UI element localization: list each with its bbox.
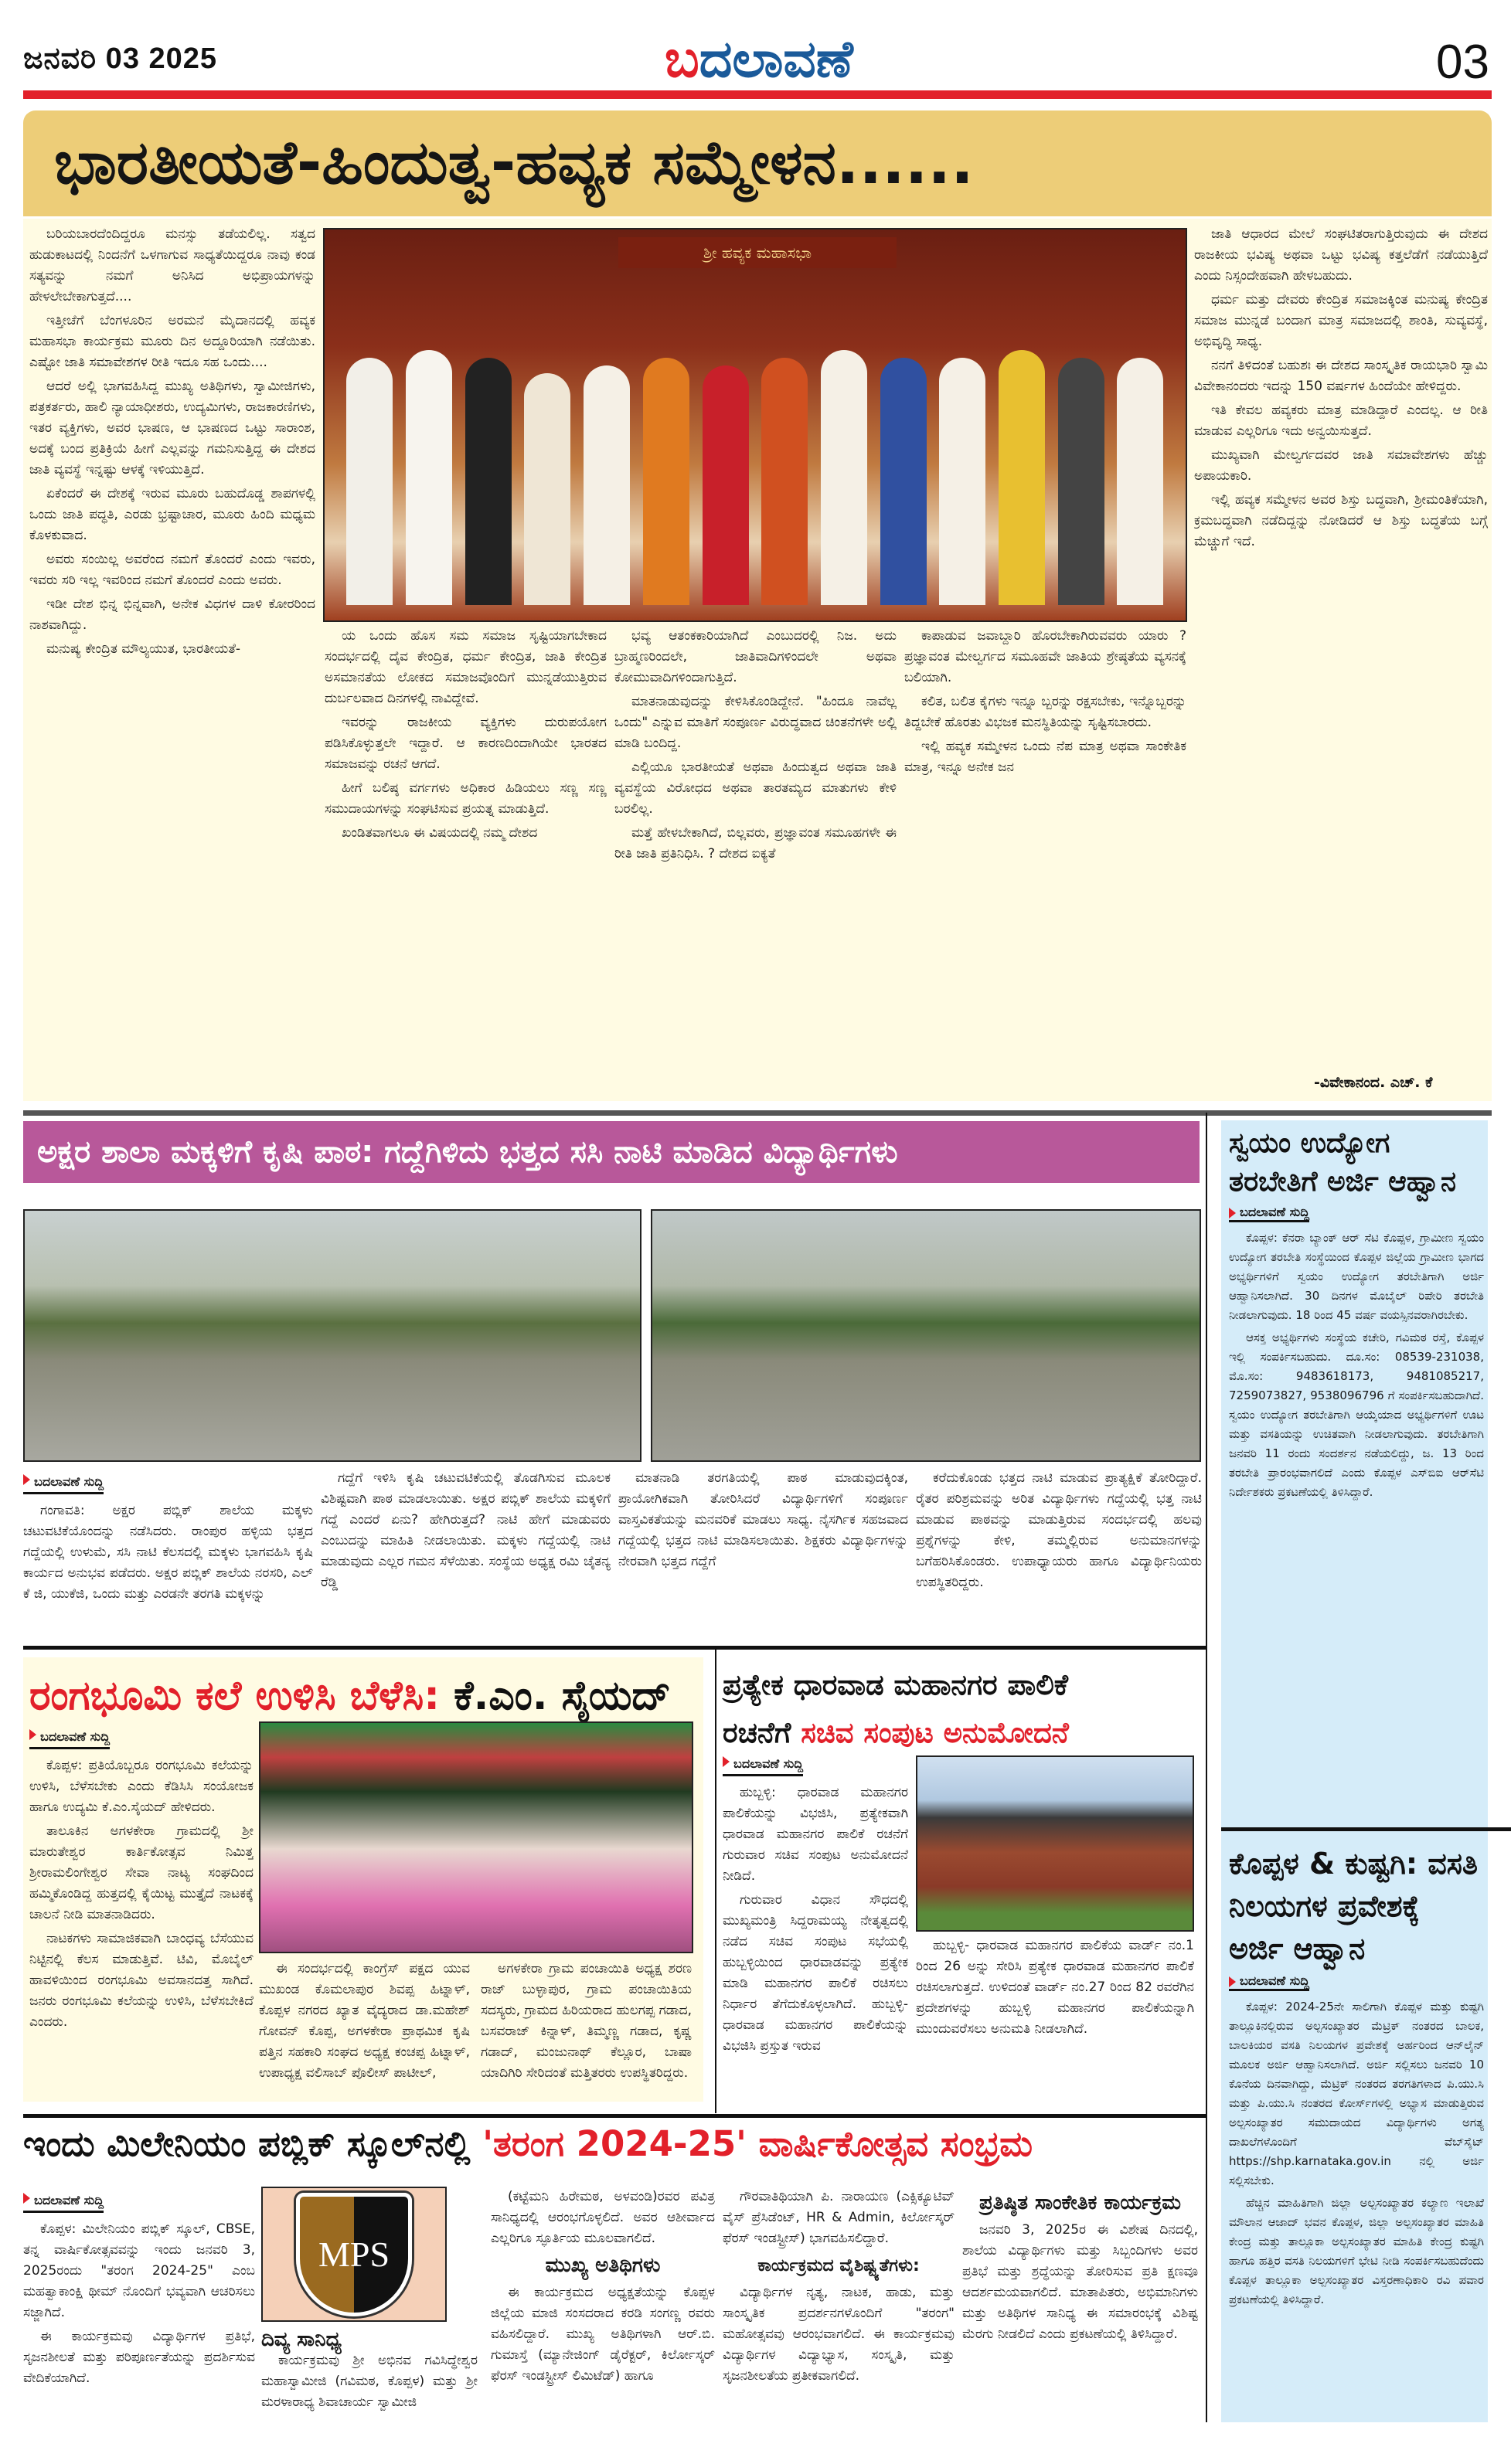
logo-first-letter: ಬ: [665, 30, 699, 87]
main-article-col2: ಯ ಒಂದು ಹೊಸ ಸಮ ಸಮಾಜ ಸೃಷ್ಟಿಯಾಗಬೇಕಾದ ಸಂದರ್ಭದಲ್ಲಿ ದೈವ ಕೇಂದ್ರಿತ, ಧರ್ಮ ಕೇಂದ್ರಿತ, ಜಾತಿ ಕೇಂದ್ರಿತ ಅಸಮಾನತೆಯ ಲೋಕದ ಸಮಾಜವೊಂದಿಗೆ ಮುನ್ನಡೆಯುತ್ತಿರುವ ದುರ್ಬಲವಾದ ದಿನಗಳಲ್ಲಿ ನಾವಿದ್ದೇವೆ. ಇವರನ್ನು ರಾಜಕೀಯ ವ್ಯಕ್ತಿಗಳು ದುರುಪಯೋಗ ಪಡಿಸಿಕೊಳ್ಳುತ್ತಲೇ ಇದ್ದಾರೆ. ಆ ಕಾರಣದಿಂದಾಗಿಯೇ ಭಾರತದ ಸಮಾಜವನ್ನು ರಚನೆ ಆಗದೆ. ಹೀಗೆ ಬಲಿಷ್ಠ ವರ್ಗಗಳು ಅಧಿಕಾರ ಹಿಡಿಯಲು ಸಣ್ಣ ಸಣ್ಣ ಸಮುದಾಯಗಳನ್ನು ಸಂಘಟಿಸುವ ಪ್ರಯತ್ನ ಮಾಡುತ್ತಿದೆ. ಖಂಡಿತವಾಗಲೂ ಈ ವಿಷಯದಲ್ಲಿ ನಮ್ಮ ದೇಶದ: [325, 628, 607, 841]
ranga-headline: ರಂಗಭೂಮಿ ಕಲೆ ಉಳಿಸಿ ಬೆಳೆಸಿ: ಕೆ.ಎಂ. ಸೈಯದ್: [29, 1673, 671, 1719]
header-red-rule: [23, 90, 1492, 99]
main-article-photo: [323, 228, 1187, 622]
main-article-col5: ಜಾತಿ ಆಧಾರದ ಮೇಲೆ ಸಂಘಟಿತರಾಗುತ್ತಿರುವುದು ಈ ದೇಶದ ರಾಜಕೀಯ ಭವಿಷ್ಯ ಅಥವಾ ಒಟ್ಟು ಭವಿಷ್ಯ ಕತ್ತಲೆಡೆಗೆ ನಡೆಯುತ್ತಿದೆ ಎಂದು ನಿಸ್ಸಂದೇಹವಾಗಿ ಹೇಳಬಹುದು. ಧರ್ಮ ಮತ್ತು ದೇವರು ಕೇಂದ್ರಿತ ಸಮಾಜಕ್ಕಿಂತ ಮನುಷ್ಯ ಕೇಂದ್ರಿತ ಸಮಾಜ ಮುನ್ನಡೆ ಬಂದಾಗ ಮಾತ್ರ ಸಮಾಜದಲ್ಲಿ ಶಾಂತಿ, ಸುವ್ಯವಸ್ಥೆ, ಅಭಿವೃದ್ಧಿ ಸಾಧ್ಯ. ನನಗೆ ತಿಳಿದಂತೆ ಬಹುಶಃ ಈ ದೇಶದ ಸಾಂಸ್ಕೃತಿಕ ರಾಯಭಾರಿ ಸ್ವಾಮಿ ವಿವೇಕಾನಂದರು ಇದನ್ನು 150 ವರ್ಷಗಳ ಹಿಂದೆಯೇ ಹೇಳಿದ್ದರು. ಇತಿ ಕೇವಲ ಹವ್ಯಕರು ಮಾತ್ರ ಮಾಡಿದ್ದಾರೆ ಎಂದಲ್ಲ. ಆ ರೀತಿ ಮಾಡುವ ಎಲ್ಲರಿಗೂ ಇದು ಅನ್ವಯಿಸುತ್ತದೆ. ಮುಖ್ಯವಾಗಿ ಮೇಲ್ವರ್ಗದವರ ಜಾತಿ ಸಮಾವೇಶಗಳು ಹೆಚ್ಚು ಅಪಾಯಕಾರಿ. ಇಲ್ಲಿ ಹವ್ಯಕ ಸಮ್ಮೇಳನ ಅವರ ಶಿಸ್ತು ಬದ್ಧವಾಗಿ, ಶ್ರೀಮಂತಿಕೆಯಾಗಿ, ಕ್ರಮಬದ್ಧವಾಗಿ ನಡೆದಿದ್ದನ್ನು ನೋಡಿದರೆ ಆ ಶಿಸ್ತು ಬದ್ಧತೆಯ ಬಗ್ಗೆ ಮೆಚ್ಚುಗೆ ಇದೆ.: [1194, 226, 1488, 549]
main-headline: ಭಾರತೀಯತೆ-ಹಿಂದುತ್ವ-ಹವ್ಯಕ ಸಮ್ಮೇಳನ......: [54, 128, 974, 198]
sidebar-story-2-headline: ಕೊಪ್ಪಳ & ಕುಷ್ಟಗಿ: ವಸತಿ ನಿಲಯಗಳ ಪ್ರವೇಶಕ್ಕೆ ಅರ್ಜಿ ಆಹ್ವಾನ: [1229, 1847, 1479, 1966]
akshara-headline-bar: [23, 1121, 1200, 1183]
dharwad-headline: ಪ್ರತ್ಯೇಕ ಧಾರವಾಡ ಮಹಾನಗರ ಪಾಲಿಕೆ ರಚನೆಗೆ ಸಚಿವ ಸಂಪುಟ ಅನುಮೋದನೆ: [723, 1668, 1069, 1749]
rule-above-mps: [23, 2114, 1206, 2118]
sidebar-story-1: ಸ್ವಯಂ ಉದ್ಯೋಗ ತರಬೇತಿಗೆ ಅರ್ಜಿ ಆಹ್ವಾನ ಬದಲಾವಣೆ ಸುದ್ದಿ ಕೊಪ್ಪಳ: ಕೆನರಾ ಬ್ಯಾಂಕ್ ಆರ್ ಸೆಟಿ ಕೊಪ್ಪಳ, ಗ್ರಾಮೀಣ ಸ್ವಯಂ ಉದ್ಯೋಗ ತರಬೇತಿ ಸಂಸ್ಥೆಯಿಂದ ಕೊಪ್ಪಳ ಜಿಲ್ಲೆಯ ಗ್ರಾಮೀಣ ಭಾಗದ ಅಭ್ಯರ್ಥಿಗಳಿಗೆ ಸ್ವಯಂ ಉದ್ಯೋಗ ತರಬೇತಿಗಾಗಿ ಅರ್ಜಿ ಆಹ್ವಾನಿಸಲಾಗಿದೆ. 30 ದಿನಗಳ ಮೊಬೈಲ್ ರಿಪೇರಿ ತರಬೇತಿ ನೀಡಲಾಗುವುದು. 18 ರಿಂದ 45 ವರ್ಷ ವಯಸ್ಸಿನವರಾಗಿರಬೇಕು. ಆಸಕ್ತ ಅಭ್ಯರ್ಥಿಗಳು ಸಂಸ್ಥೆಯ ಕಚೇರಿ, ಗವಿಮಠ ರಸ್ತೆ, ಕೊಪ್ಪಳ ಇಲ್ಲಿ ಸಂಪರ್ಕಿಸಬಹುದು. ದೂ.ಸಂ: 08539-231038, ಮೊ.ಸಂ: 9483618173, 9481085217, 7259073827, 9538096796 ಗೆ ಸಂಪರ್ಕಿಸಬಹುದಾಗಿದೆ. ಸ್ವಯಂ ಉದ್ಯೋಗ ತರಬೇತಿಗಾಗಿ ಆಯ್ಕೆಯಾದ ಅಭ್ಯರ್ಥಿಗಳಿಗೆ ಊಟ ಮತ್ತು ವಸತಿಯನ್ನು ಉಚಿತವಾಗಿ ನೀಡಲಾಗುವುದು. ತರಬೇತಿಗಾಗಿ ಜನವರಿ 11 ರಂದು ಸಂದರ್ಶನ ನಡೆಯಲಿದ್ದು, ಜ. 13 ರಿಂದ ತರಬೇತಿ ಪ್ರಾರಂಭವಾಗಲಿದೆ ಎಂದು ಕೊಪ್ಪಳ ಎಸ್‌ಬಿಐ ಆರ್‌ಸೆಟಿ ನಿರ್ದೇಶಕರು ಪ್ರಕಟಣೆಯಲ್ಲಿ ತಿಳಿಸಿದ್ದಾರೆ.: [1229, 1124, 1484, 1505]
issue-date: ಜನವರಿ 03 2025: [23, 42, 218, 75]
section-divider: [23, 1110, 1492, 1116]
mps-col1: ಬದಲಾವಣೆ ಸುದ್ದಿ ಕೊಪ್ಪಳ: ಮಿಲೇನಿಯಂ ಪಬ್ಲಿಕ್ ಸ್ಕೂಲ್, CBSE, ತನ್ನ ವಾರ್ಷಿಕೋತ್ಸವವನ್ನು ಇಂದು ಜನವರಿ 3, 2025ರಂದು "ತರಂಗ 2024-25" ಎಂಬ ಮಹತ್ವಾಕಾಂಕ್ಷಿ ಥೀಮ್ ನೊಂದಿಗೆ ಭವ್ಯವಾಗಿ ಆಚರಿಸಲು ಸಜ್ಜಾಗಿದೆ. ಈ ಕಾರ್ಯಕ್ರಮವು ವಿದ್ಯಾರ್ಥಿಗಳ ಪ್ರತಿಭೆ, ಸೃಜನಶೀಲತೆ ಮತ್ತು ಪರಿಪೂರ್ಣತೆಯನ್ನು ಪ್ರದರ್ಶಿಸುವ ವೇದಿಕೆಯಾಗಿದೆ.: [23, 2187, 255, 2418]
rule-below-akshara: [23, 1646, 1206, 1650]
mps-headline: ಇಂದು ಮಿಲೇನಿಯಂ ಪಬ್ಲಿಕ್ ಸ್ಕೂಲ್‌ನಲ್ಲಿ 'ತರಂಗ 2024-25' ವಾರ್ಷಿಕೋತ್ಸವ ಸಂಭ್ರಮ: [23, 2123, 1033, 2164]
akshara-col3: ಮಾತನಾಡಿ ತರಗತಿಯಲ್ಲಿ ಪಾಠ ಮಾಡುವುದಕ್ಕಿಂತ, ಪ್ರಾಯೋಗಿಕವಾಗಿ ತೋರಿಸಿದರೆ ವಿದ್ಯಾರ್ಥಿಗಳಿಗೆ ಸಂಪೂರ್ಣ ವಾಸ್ತವಿಕತೆಯನ್ನು ಮನವರಿಕೆ ಮಾಡಲು ಸಾಧ್ಯ. ನೈಸರ್ಗಿಕ ಸಹಜವಾದ ಗದ್ದೆಯಲ್ಲಿ ಭತ್ತದ ನಾಟಿ ಮಾಡಿಸಲಾಯಿತು. ಶಿಕ್ಷಕರು ವಿದ್ಯಾರ್ಥಿಗಳನ್ನು ನೇರವಾಗಿ ಭತ್ತದ ಗದ್ದೆಗೆ: [618, 1470, 908, 1569]
page-number: 03: [1436, 36, 1489, 89]
stage-banner: ಶ್ರೀ ಹವ್ಯಕ ಮಹಾಸಭಾ: [618, 237, 897, 268]
main-headline-banner: [23, 110, 1492, 216]
dharwad-body-2: ಹುಬ್ಬಳ್ಳಿ- ಧಾರವಾಡ ಮಹಾನಗರ ಪಾಲಿಕೆಯ ವಾರ್ಡ್ ನಂ.1 ರಿಂದ 26 ಅನ್ನು ಸೇರಿಸಿ ಪ್ರತ್ಯೇಕ ಧಾರವಾಡ ಮಹಾನಗರ ಪಾಲಿಕೆ ರಚಿಸಲಾಗುತ್ತದೆ. ಉಳಿದಂತೆ ವಾರ್ಡ್ ನಂ.27 ರಿಂದ 82 ರವರೆಗಿನ ಪ್ರದೇಶಗಳನ್ನು ಹುಬ್ಬಳ್ಳಿ ಮಹಾನಗರ ಪಾಲಿಕೆಯನ್ನಾಗಿ ಮುಂದುವರೆಸಲು ಅನುಮತಿ ನೀಡಲಾಗಿದೆ.: [916, 1938, 1194, 2037]
akshara-col2: ಗದ್ದೆಗೆ ಇಳಿಸಿ ಕೃಷಿ ಚಟುವಟಿಕೆಯಲ್ಲಿ ತೊಡಗಿಸುವ ಮೂಲಕ ವಿಶಿಷ್ಟವಾಗಿ ಪಾಠ ಮಾಡಲಾಯಿತು. ಅಕ್ಷರ ಪಬ್ಲಿಕ್ ಶಾಲೆಯ ಮಕ್ಕಳಿಗೆ ಗದ್ದೆ ಎಂದರೆ ಏನು? ಹೇಗಿರುತ್ತದೆ? ನಾಟಿ ಹೇಗೆ ಮಾಡುವರು ಎಂಬುದನ್ನು ಮಾಹಿತಿ ನೀಡಲಾಯಿತು. ಮಕ್ಕಳು ಗದ್ದೆಯಲ್ಲಿ ನಾಟಿ ಮಾಡುವುದು ಎಲ್ಲರ ಗಮನ ಸೆಳೆಯಿತು. ಸಂಸ್ಥೆಯ ಅಧ್ಯಕ್ಷ ರಮಿ ಚೈತನ್ಯ ರೆಡ್ಡಿ: [321, 1470, 611, 1590]
logo-rest: ದಲಾವಣೆ: [699, 30, 853, 87]
ranga-photo: [259, 1721, 693, 1953]
akshara-headline: ಅಕ್ಷರ ಶಾಲಾ ಮಕ್ಕಳಿಗೆ ಕೃಷಿ ಪಾಠ: ಗದ್ದೆಗಿಳಿದು ಭತ್ತದ ಸಸಿ ನಾಟಿ ಮಾಡಿದ ವಿದ್ಯಾರ್ಥಿಗಳು: [37, 1134, 898, 1170]
article-author: -ವಿವೇಕಾನಂದ. ಎಚ್. ಕೆ: [1314, 1074, 1433, 1091]
ranga-body: ಬದಲಾವಣೆ ಸುದ್ದಿ ಕೊಪ್ಪಳ: ಪ್ರತಿಯೊಬ್ಬರೂ ರಂಗಭೂಮಿ ಕಲೆಯನ್ನು ಉಳಿಸಿ, ಬೆಳೆಸಬೇಕು ಎಂದು ಕೆಡಿಸಿಸಿ ಸಂಯೋಜಕ ಹಾಗೂ ಉದ್ಯಮಿ ಕೆ.ಎಂ.ಸೈಯದ್ ಹೇಳಿದರು. ತಾಲೂಕಿನ ಅಗಳಕೇರಾ ಗ್ರಾಮದಲ್ಲಿ ಶ್ರೀ ಮಾರುತೇಶ್ವರ ಕಾರ್ತಿಕೋತ್ಸವ ನಿಮಿತ್ತ ಶ್ರೀರಾಮಲಿಂಗೇಶ್ವರ ಸೇವಾ ನಾಟ್ಯ ಸಂಘದಿಂದ ಹಮ್ಮಿಕೊಂಡಿದ್ದ ಹುತ್ತದಲ್ಲಿ ಕೈಯಿಟ್ಟ ಮುತ್ತೈದೆ ನಾಟಕಕ್ಕೆ ಚಾಲನೆ ನೀಡಿ ಮಾತನಾಡಿದರು. ನಾಟಕಗಳು ಸಾಮಾಜಿಕವಾಗಿ ಬಾಂಧವ್ಯ ಬೆಸೆಯುವ ನಿಟ್ಟಿನಲ್ಲಿ ಕೆಲಸ ಮಾಡುತ್ತಿವೆ. ಟಿವಿ, ಮೊಬೈಲ್ ಹಾವಳಿಯಿಂದ ರಂಗಭೂಮಿ ಅವಸಾನದತ್ತ ಸಾಗಿದೆ. ಜನರು ರಂಗಭೂಮಿ ಕಲೆಯನ್ನು ಉಳಿಸಿ, ಬೆಳೆಸಬೇಕಿದೆ ಎಂದರು.: [29, 1723, 254, 2098]
vertical-divider-2: [715, 1650, 716, 2113]
sidebar-story-1-headline: ಸ್ವಯಂ ಉದ್ಯೋಗ ತರಬೇತಿಗೆ ಅರ್ಜಿ ಆಹ್ವಾನ: [1229, 1127, 1457, 1198]
akshara-photo-left: [23, 1209, 641, 1462]
sub-divya: ದಿವ್ಯ ಸಾನಿಧ್ಯ: [261, 2330, 342, 2351]
main-article-col4: ಕಾಪಾಡುವ ಜವಾಬ್ದಾರಿ ಹೊರಬೇಕಾಗಿರುವವರು ಯಾರು ? ಪ್ರಜ್ಞಾವಂತ ಮೇಲ್ವರ್ಗದ ಸಮೂಹವೇ ಜಾತಿಯ ಶ್ರೇಷ್ಠತೆಯ ವ್ಯಸನಕ್ಕೆ ಬಲಿಯಾಗಿ. ಕಲಿತ, ಬಲಿತ ಕೈಗಳು ಇನ್ನೂ ಬ್ಬರನ್ನು ರಕ್ಷಸಬೇಕು, ಇನ್ನೊಬ್ಬರನ್ನು ತಿದ್ದಬೇಕೆ ಹೊರತು ವಿಭಜಕ ಮನಸ್ಥಿತಿಯನ್ನು ಸೃಷ್ಟಿಸಬಾರದು. ಇಲ್ಲಿ ಹವ್ಯಕ ಸಮ್ಮೇಳನ ಒಂದು ನೆಪ ಮಾತ್ರ ಅಥವಾ ಸಾಂಕೇತಿಕ ಮಾತ್ರ, ಇನ್ನೂ ಅನೇಕ ಜನ: [904, 628, 1186, 775]
ranga-body-2: ಈ ಸಂದರ್ಭದಲ್ಲಿ ಕಾಂಗ್ರೆಸ್ ಪಕ್ಷದ ಯುವ ಮುಖಂಡ ಕೊಮಲಾಪುರ ಶಿವಪ್ಪ ಹಿಟ್ನಾಳ್, ಕೊಪ್ಪಳ ನಗರದ ಖ್ಯಾತ ವೈದ್ಯರಾದ ಡಾ.ಮಹೇಶ್ ಗೋವನ್ ಕೊಪ್ಪ, ಅಗಳಕೇರಾ ಪ್ರಾಥಮಿಕ ಕೃಷಿ ಪತ್ತಿನ ಸಹಕಾರಿ ಸಂಘದ ಅಧ್ಯಕ್ಷ ಕಂಚಪ್ಪ ಹಿಟ್ನಾಳ್, ಉಪಾಧ್ಯಕ್ಷ ವಲಿಸಾಬ್ ಪೊಲೀಸ್ ಪಾಟೀಲ್, ಅಗಳಕೇರಾ ಗ್ರಾಮ ಪಂಚಾಯಿತಿ ಅಧ್ಯಕ್ಷ ಶರಣ ರಾಜ್ ಬುಳ್ಳಾಪುರ, ಗ್ರಾಮ ಪಂಚಾಯಿತಿಯ ಸದಸ್ಯರು, ಗ್ರಾಮದ ಹಿರಿಯರಾದ ಹುಲಗಪ್ಪ ಗಡಾದ, ಬಸವರಾಜ್ ಕಿನ್ನಾಳ್, ತಿಮ್ಮಣ್ಣ ಗಡಾದ, ಕೃಷ್ಣ ಗಡಾದ್, ಮಂಜುನಾಥ್ ಕೆಲ್ಲೂರ, ಬಾಷಾ ಯಾದಿಗಿರಿ ಸೇರಿದಂತೆ ಮತ್ತಿತರರು ಉಪಸ್ಥಿತರಿದ್ದರು.: [259, 1961, 692, 2081]
sidebar-divider: [1221, 1827, 1511, 1831]
akshara-photo-right: [651, 1209, 1201, 1462]
akshara-col1: ಬದಲಾವಣೆ ಸುದ್ದಿ ಗಂಗಾವತಿ: ಅಕ್ಷರ ಪಬ್ಲಿಕ್ ಶಾಲೆಯ ಮಕ್ಕಳು ಚಟುವಟಿಕೆಯೊಂದನ್ನು ನಡೆಸಿದರು. ರಾಂಪುರ ಹಳ್ಳಿಯ ಭತ್ತದ ಗದ್ದೆಯಲ್ಲಿ ಉಳುಮೆ, ಸಸಿ ನಾಟಿ ಕೆಲಸದಲ್ಲಿ ಮಕ್ಕಳು ಭಾಗವಹಿಸಿ ಕೃಷಿ ಕಾರ್ಯದ ಅನುಭವ ಪಡೆದರು. ಅಕ್ಷರ ಪಬ್ಲಿಕ್ ಶಾಲೆಯ ನರಸರಿ, ಎಲ್ ಕೆ ಜಿ, ಯುಕೆಜಿ, ಒಂದು ಮತ್ತು ಎರಡನೇ ತರಗತಿ ಮಕ್ಕಳನ್ನು: [23, 1468, 313, 1642]
dharwad-photo: [916, 1755, 1194, 1932]
mps-logo: MPS: [261, 2187, 447, 2322]
dharwad-body: ಬದಲಾವಣೆ ಸುದ್ದಿ ಹುಬ್ಬಳ್ಳಿ: ಧಾರವಾಡ ಮಹಾನಗರ ಪಾಲಿಕೆಯನ್ನು ವಿಭಜಿಸಿ, ಪ್ರತ್ಯೇಕವಾಗಿ ಧಾರವಾಡ ಮಹಾನಗರ ಪಾಲಿಕೆ ರಚನೆಗೆ ಗುರುವಾರ ಸಚಿವ ಸಂಪುಟ ಅನುಮೋದನೆ ನೀಡಿದೆ. ಗುರುವಾರ ವಿಧಾನ ಸೌಧದಲ್ಲಿ ಮುಖ್ಯಮಂತ್ರಿ ಸಿದ್ದರಾಮಯ್ಯ ನೇತೃತ್ವದಲ್ಲಿ ನಡೆದ ಸಚಿವ ಸಂಪುಟ ಸಭೆಯಲ್ಲಿ ಹುಬ್ಬಳ್ಳಿಯಿಂದ ಧಾರವಾಡವನ್ನು ಪ್ರತ್ಯೇಕ ಮಾಡಿ ಮಹಾನಗರ ಪಾಲಿಕೆ ರಚಿಸಲು ನಿರ್ಧಾರ ತೆಗೆದುಕೊಳ್ಳಲಾಗಿದೆ. ಹುಬ್ಬಳ್ಳಿ-ಧಾರವಾಡ ಮಹಾನಗರ ಪಾಲಿಕೆಯನ್ನು ವಿಭಜಿಸಿ ಪ್ರಸ್ತುತ ಇರುವ: [723, 1750, 908, 2102]
vertical-divider: [1206, 1113, 1207, 2422]
masthead-logo: [665, 29, 853, 90]
main-article-col3: ಭವ್ಯ ಆತಂಕಕಾರಿಯಾಗಿದೆ ಎಂಬುದರಲ್ಲಿ ನಿಜ. ಅದು ಬ್ರಾಹ್ಮಣರಿಂದಲೇ, ಜಾತಿವಾದಿಗಳಿಂದಲೇ ಅಥವಾ ಕೋಮುವಾದಿಗಳಿಂದಾಗುತ್ತಿದೆ. ಮಾತನಾಡುವುದನ್ನು ಕೇಳಿಸಿಕೊಂಡಿದ್ದೇನೆ. "ಹಿಂದೂ ನಾವೆಲ್ಲ ಒಂದು" ಎನ್ನುವ ಮಾತಿಗೆ ಸಂಪೂರ್ಣ ವಿರುದ್ಧವಾದ ಚಿಂತನೆಗಳೇ ಅಲ್ಲಿ ಮಾಡಿ ಬಂದಿದ್ದ. ಎಲ್ಲಿಯೂ ಭಾರತೀಯತೆ ಅಥವಾ ಹಿಂದುತ್ವದ ಅಥವಾ ಜಾತಿ ವ್ಯವಸ್ಥೆಯ ವಿರೋಧದ ಅಥವಾ ತಾರತಮ್ಯದ ಮಾತುಗಳು ಕೇಳಿ ಬರಲಿಲ್ಲ. ಮತ್ತೆ ಹೇಳಬೇಕಾಗಿದೆ, ಬಿಲ್ಲವರು, ಪ್ರಜ್ಞಾವಂತ ಸಮೂಹಗಳೇ ಈ ರೀತಿ ಜಾತಿ ಪ್ರತಿನಿಧಿಸಿ. ? ದೇಶದ ಐಕ್ಯತೆ: [614, 628, 897, 862]
mps-col5: ಪ್ರತಿಷ್ಠಿತ ಸಾಂಕೇತಿಕ ಕಾರ್ಯಕ್ರಮ ಜನವರಿ 3, 2025ರ ಈ ವಿಶೇಷ ದಿನದಲ್ಲಿ, ಶಾಲೆಯ ವಿದ್ಯಾರ್ಥಿಗಳು ಮತ್ತು ಸಿಬ್ಬಂದಿಗಳು ಅವರ ಪ್ರತಿಭೆ ಮತ್ತು ಶ್ರದ್ಧೆಯನ್ನು ತೋರಿಸುವ ಪ್ರತಿ ಕ್ಷಣವೂ ಆದರ್ಶಮಯವಾಗಲಿದೆ. ಮಾತಾಪಿತರು, ಅಭಿಮಾನಿಗಳು ಮತ್ತು ಅತಿಥಿಗಳ ಸಾನಿಧ್ಯ ಈ ಸಮಾರಂಭಕ್ಕೆ ವಿಶಿಷ್ಟ ಮೆರಗು ನೀಡಲಿದೆ ಎಂದು ಪ್ರಕಟಣೆಯಲ್ಲಿ ತಿಳಿಸಿದ್ದಾರೆ.: [962, 2191, 1198, 2342]
main-article-col1: ಬರಿಯಬಾರದೆಂದಿದ್ದರೂ ಮನಸ್ಸು ತಡೆಯಲಿಲ್ಲ. ಸತ್ವದ ಹುಡುಕಾಟದಲ್ಲಿ ನಿಂದನೆಗೆ ಒಳಗಾಗುವ ಸಾಧ್ಯತೆಯಿದ್ದರೂ ನಾವು ಕಂಡ ಸತ್ಯವನ್ನು ನಮಗೆ ಅನಿಸಿದ ಅಭಿಪ್ರಾಯಗಳನ್ನು ಹೇಳಲೇಬೇಕಾಗುತ್ತದೆ.... ಇತ್ತೀಚೆಗೆ ಬೆಂಗಳೂರಿನ ಅರಮನೆ ಮೈದಾನದಲ್ಲಿ ಹವ್ಯಕ ಮಹಾಸಭಾ ಕಾರ್ಯಕ್ರಮ ಮೂರು ದಿನ ಅದ್ದೂರಿಯಾಗಿ ನಡೆಯಿತು. ಎಷ್ಟೋ ಜಾತಿ ಸಮಾವೇಶಗಳ ರೀತಿ ಇದೂ ಸಹ ಒಂದು.... ಆದರೆ ಅಲ್ಲಿ ಭಾಗವಹಿಸಿದ್ದ ಮುಖ್ಯ ಅತಿಥಿಗಳು, ಸ್ವಾಮೀಜಿಗಳು, ಪತ್ರಕರ್ತರು, ಹಾಲಿ ನ್ಯಾಯಾಧೀಶರು, ಉದ್ಯಮಿಗಳು, ರಾಜಕಾರಣಿಗಳು, ಇತರ ವ್ಯಕ್ತಿಗಳು, ಅವರ ಭಾಷಣ, ಆ ಭಾಷಣದ ಒಟ್ಟು ಸಾರಾಂಶ, ಅದಕ್ಕೆ ಬಂದ ಪ್ರತಿಕ್ರಿಯೆ ಹೀಗೆ ಎಲ್ಲವನ್ನು ಗಮನಿಸುತ್ತಿದ್ದ ಈ ದೇಶದ ಜಾತಿ ವ್ಯವಸ್ಥೆ ಇನ್ನಷ್ಟು ಆಳಕ್ಕೆ ಇಳಿಯುತ್ತಿದೆ. ಏಕೆಂದರೆ ಈ ದೇಶಕ್ಕೆ ಇರುವ ಮೂರು ಬಹುದೊಡ್ಡ ಶಾಪಗಳಲ್ಲಿ ಒಂದು ಜಾತಿ ಪದ್ಧತಿ, ಎರಡು ಭ್ರಷ್ಟಾಚಾರ, ಮೂರು ಹಿಂದಿ ಮಧ್ಯಮ ಕೊಳಕುವಾದ. ಅವರು ಸಂಯಿಲ್ಲ ಅವರೆಂದ ನಮಗೆ ತೊಂದರೆ ಎಂದು ಇವರು, ಇವರು ಸರಿ ಇಲ್ಲ ಇವರಿಂದ ನಮಗೆ ತೊಂದರೆ ಎಂದು ಅವರು. ಇಡೀ ದೇಶ ಭಿನ್ನ ಭಿನ್ನವಾಗಿ, ಅನೇಕ ವಿಧಗಳ ದಾಳಿ ಕೋರರಿಂದ ನಾಶವಾಗಿದ್ದು. ಮನುಷ್ಯ ಕೇಂದ್ರಿತ ಮೌಲ್ಯಯುತ, ಭಾರತೀಯತೆ-: [29, 226, 315, 657]
akshara-col4: ಕರೆದುಕೊಂಡು ಭತ್ತದ ನಾಟಿ ಮಾಡುವ ಪ್ರಾತ್ಯಕ್ಷಿಕೆ ತೋರಿದ್ದಾರೆ. ರೈತರ ಪರಿಶ್ರಮವನ್ನು ಅರಿತ ವಿದ್ಯಾರ್ಥಿಗಳು ಗದ್ದೆಯಲ್ಲಿ ಭತ್ತ ನಾಟಿ ಮಾಡುವ ಪಾಠವನ್ನು ಮಾಡುತ್ತಿರುವ ಸಂದರ್ಭದಲ್ಲಿ ಹಲವು ಪ್ರಶ್ನೆಗಳನ್ನು ಕೇಳಿ, ತಮ್ಮಲ್ಲಿರುವ ಅನುಮಾನಗಳನ್ನು ಬಗೆಹರಿಸಿಕೊಂಡರು. ಉಪಾಧ್ಯಾಯರು ಹಾಗೂ ವಿದ್ಯಾರ್ಥಿನಿಯರು ಉಪಸ್ಥಿತರಿದ್ದರು.: [916, 1470, 1202, 1590]
group-of-people: [325, 327, 1186, 605]
sidebar-story-2: ಕೊಪ್ಪಳ & ಕುಷ್ಟಗಿ: ವಸತಿ ನಿಲಯಗಳ ಪ್ರವೇಶಕ್ಕೆ ಅರ್ಜಿ ಆಹ್ವಾನ ಬದಲಾವಣೆ ಸುದ್ದಿ ಕೊಪ್ಪಳ: 2024-25ನೇ ಸಾಲಿಗಾಗಿ ಕೊಪ್ಪಳ ಮತ್ತು ಕುಷ್ಟಗಿ ತಾಲ್ಲೂಕಿನಲ್ಲಿರುವ ಅಲ್ಪಸಂಖ್ಯಾತರ ಮೆಟ್ರಿಕ್ ನಂತರದ ಬಾಲಕ, ಬಾಲಕಿಯರ ವಸತಿ ನಿಲಯಗಳ ಪ್ರವೇಶಕ್ಕೆ ಅರ್ಹರಿಂದ ಆನ್‌ಲೈನ್ ಮೂಲಕ ಅರ್ಜಿ ಆಹ್ವಾನಿಸಲಾಗಿದೆ. ಅರ್ಜಿ ಸಲ್ಲಿಸಲು ಜನವರಿ 10 ಕೊನೆಯ ದಿನವಾಗಿದ್ದು, ಮೆಟ್ರಿಕ್ ನಂತರದ ತರಗತಿಗಳಾದ ಪಿ.ಯು.ಸಿ ಮತ್ತು ಪಿ.ಯು.ಸಿ ನಂತರದ ಕೋರ್ಸ್‌ಗಳಲ್ಲಿ ಅಭ್ಯಾಸ ಮಾಡುತ್ತಿರುವ ಅಲ್ಪಸಂಖ್ಯಾತರ ಸಮುದಾಯದ ವಿದ್ಯಾರ್ಥಿಗಳು ಅಗತ್ಯ ದಾಖಲೆಗಳೊಂದಿಗೆ ವೆಬ್‌ಸೈಟ್ https://shp.karnataka.gov.in ನಲ್ಲಿ ಅರ್ಜಿ ಸಲ್ಲಿಸಬೇಕು. ಹೆಚ್ಚಿನ ಮಾಹಿತಿಗಾಗಿ ಜಿಲ್ಲಾ ಅಲ್ಪಸಂಖ್ಯಾತರ ಕಲ್ಯಾಣ ಇಲಾಖೆ ಮೌಲಾನ ಆಜಾದ್ ಭವನ ಕೊಪ್ಪಳ, ಜಿಲ್ಲಾ ಅಲ್ಪಸಂಖ್ಯಾತರ ಮಾಹಿತಿ ಕೇಂದ್ರ ಮತ್ತು ತಾಲ್ಲೂಕಾ ಅಲ್ಪಸಂಖ್ಯಾತರ ಮಾಹಿತಿ ಕೇಂದ್ರ ಕುಷ್ಟಗಿ ಹಾಗೂ ಹತ್ತಿರ ವಸತಿ ನಿಲಯಗಳಿಗೆ ಭೇಟಿ ನೀಡಿ ಸಂಪರ್ಕಿಸಬಹುದೆಂದು ಕೊಪ್ಪಳ ತಾಲ್ಲೂಕಾ ಅಲ್ಪಸಂಖ್ಯಾತರ ವಿಸ್ತರಣಾಧಿಕಾರಿ ರವಿ ಪವಾರ ಪ್ರಕಟಣೆಯಲ್ಲಿ ತಿಳಿಸಿದ್ದಾರೆ.: [1229, 1843, 1484, 2313]
mps-col4: ಗೌರವಾತಿಥಿಯಾಗಿ ಪಿ. ನಾರಾಯಣ (ಎಕ್ಸಿಕ್ಯೂಟಿವ್ ವೈಸ್ ಪ್ರೆಸಿಡೆಂಟ್, HR & Admin, ಕಿರ್ಲೋಸ್ಕರ್ ಫೆರಸ್ ಇಂಡಸ್ಟ್ರೀಸ್) ಭಾಗವಹಿಸಲಿದ್ದಾರೆ. ಕಾರ್ಯಕ್ರಮದ ವೈಶಿಷ್ಟ್ಯತೆಗಳು: ವಿದ್ಯಾರ್ಥಿಗಳ ನೃತ್ಯ, ನಾಟಕ, ಹಾಡು, ಮತ್ತು ಸಾಂಸ್ಕೃತಿಕ ಪ್ರದರ್ಶನಗಳೊಂದಿಗೆ "ತರಂಗ" ಮಹೋತ್ಸವವು ಆರಂಭವಾಗಲಿದೆ. ಈ ಕಾರ್ಯಕ್ರಮವು ವಿದ್ಯಾರ್ಥಿಗಳ ವಿದ್ಯಾಭ್ಯಾಸ, ಸಂಸ್ಕೃತಿ, ಮತ್ತು ಸೃಜನಶೀಲತೆಯ ಪ್ರತೀಕವಾಗಲಿದೆ.: [723, 2189, 955, 2384]
mps-col3: (ಕಟ್ಟೆಮನಿ ಹಿರೇಮಠ, ಅಳವಂಡಿ)ರವರ ಪವಿತ್ರ ಸಾನಿಧ್ಯದಲ್ಲಿ ಆರಂಭಗೊಳ್ಳಲಿದೆ. ಅವರ ಆಶೀರ್ವಾದ ಎಲ್ಲರಿಗೂ ಸ್ಫೂರ್ತಿಯ ಮೂಲವಾಗಲಿದೆ. ಮುಖ್ಯ ಅತಿಥಿಗಳು ಈ ಕಾರ್ಯಕ್ರಮದ ಅಧ್ಯಕ್ಷತೆಯನ್ನು ಕೊಪ್ಪಳ ಜಿಲ್ಲೆಯ ಮಾಜಿ ಸಂಸದರಾದ ಕರಡಿ ಸಂಗಣ್ಣ ರವರು ವಹಿಸಲಿದ್ದಾರೆ. ಮುಖ್ಯ ಅತಿಥಿಗಳಾಗಿ ಆರ್.ಬಿ. ಗುಮಾಸ್ತೆ (ಮ್ಯಾನೇಜಿಂಗ್ ಡೈರೆಕ್ಟರ್, ಕಿರ್ಲೋಸ್ಕರ್ ಫೆರಸ್ ಇಂಡಸ್ಟ್ರೀಸ್ ಲಿಮಿಟೆಡ್) ಹಾಗೂ: [491, 2189, 715, 2384]
mps-col2: ದಿವ್ಯ ಸಾನಿಧ್ಯ ಕಾರ್ಯಕ್ರಮವು ಶ್ರೀ ಅಭಿನವ ಗವಿಸಿದ್ಧೇಶ್ವರ ಮಹಾಸ್ವಾಮೀಜಿ (ಗವಿಮಠ, ಕೊಪ್ಪಳ) ಮತ್ತು ಶ್ರೀ ಮರಳಾರಾಧ್ಯ ಶಿವಾಚಾರ್ಯ ಸ್ವಾಮೀಜಿ: [261, 2330, 478, 2410]
